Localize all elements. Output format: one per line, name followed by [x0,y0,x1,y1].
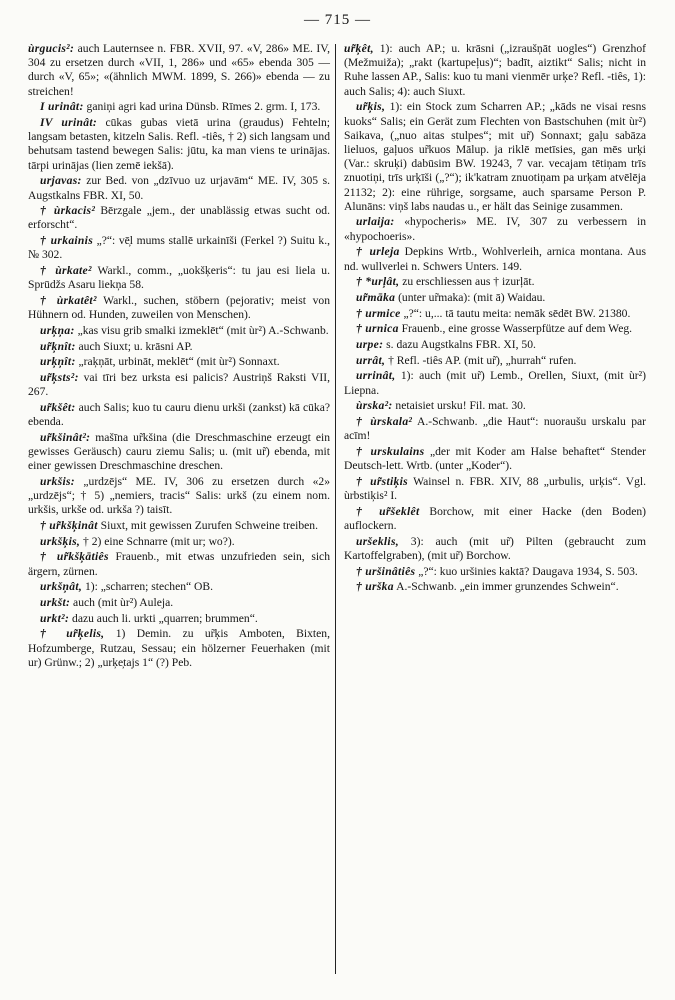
entry-text: „?“: kuo uršinies kaktā? Daugava 1934, S. 503. [415,564,638,578]
dictionary-entry [28,612,330,626]
entry-headword: † ùrskala² [356,415,413,429]
entry-text: „?“: u,... tā tautu meita: nemāk sēdēt BW. 21380. [400,306,631,320]
dictionary-entry [344,369,646,397]
dictionary-entry [28,627,330,670]
page-number: — 715 — [304,12,371,28]
dictionary-entry [28,264,330,292]
dictionary-entry [28,204,330,232]
dictionary-entry [28,100,330,114]
entry-text: «hypocheris» ME. IV, 307 zu verbessern in «hypochoeris». [344,215,646,243]
entry-headword: † ur̃kšķātiês [40,550,109,564]
dictionary-entry [344,399,646,413]
entry-text: A.-Schwanb. „ein immer grunzendes Schwein“. [393,580,619,594]
dictionary-entry [344,338,646,352]
entry-headword: urķņît: [40,355,76,369]
entry-headword: urrinât, [356,369,396,383]
entry-headword: urrât, [356,353,386,367]
entry-headword: urkšņât, [40,580,83,594]
dictionary-entry [344,275,646,289]
dictionary-entry [28,42,330,99]
entry-text: zur Bed. von „dzīvuo uz urjavām“ ME. IV, 305 s. Augstkalns FBR. XI, 50. [28,174,330,202]
dictionary-entry [344,354,646,368]
entry-headword: † uršinâtiês [356,564,416,578]
entry-headword: † urška [356,580,394,594]
dictionary-entry [344,42,646,99]
entry-headword: urlaija: [356,215,395,229]
entry-text: Wainsel n. FBR. XIV, 88 „urbulis, urķis“. Vgl. ùrbstiķis² I. [344,474,646,503]
entry-text: † Refl. -tiês AP. (mit ur̃), „hurrah“ rufen. [385,353,577,367]
entry-text: A.-Schwanb. „die Haut“: nuoraušu urskalu par acīm! [344,415,646,443]
entry-text: dazu auch li. urkti „quarren; brummen“. [69,611,258,625]
entry-headword: † ur̃šeklêt [356,504,420,518]
dictionary-entry [344,565,646,579]
entry-headword: ur̃kšinât²: [40,430,91,444]
entry-headword: † ur̃stiķis [356,474,408,488]
dictionary-entry [28,596,330,610]
entry-headword: † urmice [356,306,401,320]
entry-text: netaisiet ursku! Fil. mat. 30. [392,399,526,413]
entry-text: Depkins Wrtb., Wohlverleih, arnica montana. Aus nd. wullverlei n. Schwers Unters. 149. [344,245,646,273]
entry-headword: † ùrkatêt² [40,293,97,307]
entry-headword: ur̃ķis, [356,100,386,114]
dictionary-entry [344,322,646,336]
entry-text: zu erschliessen aus † izurļāt. [399,275,535,289]
dictionary-entry [28,519,330,533]
entry-headword: † urkainis [40,234,94,248]
entry-headword: ur̃kšêt: [40,400,76,414]
entry-text: Bērzgale „jem., der unablässig etwas sucht od. erforscht“. [28,204,330,232]
entry-text: 1): auch AP.; u. krāsni („izraušņāt uogles“) Grenzhof (Mežmuiža); „rakt (kartupeļus)“; badīt, aiztikt“ Salis; nicht in Ruhe lassen AP., Salis: kuo tu mani vienmēr urķe? Refl. -tiês, 1): auch Salis; 4): auch Siuxt. [344,42,646,98]
dictionary-entry [28,116,330,173]
entry-text: 3): auch (mit ur̃) Pilten (gebraucht zum Kartoffelgraben), (mit ur̃) Borchow. [344,534,646,562]
entry-text: ganiņi agri kad urina Dünsb. Rīmes 2. grm. I, 173. [83,100,321,114]
entry-text: auch (mit ùr²) Auleja. [70,596,174,610]
entry-text: mašīna ur̃kšina (die Dreschmaschine erzeugt ein gewisses Geräusch) cauru ziemu Salis; u. (mit ur̃) ebenda, mit einer gewissen Dreschmaschine dreschen. [28,430,330,473]
dictionary-entry [28,401,330,429]
dictionary-entry [344,445,646,473]
entry-headword: uršeklis, [356,534,399,548]
entry-headword: urpe: [356,338,384,352]
entry-headword: ur̃ķsts²: [40,370,79,384]
dictionary-entry [28,535,330,549]
dictionary-entry [28,371,330,399]
entry-text: „urdzējs“ ME. IV, 306 zu ersetzen durch «2» „urdzējs“; † 5) „nemiers, tracis“ Salis: urkš (zu einem nom. urkšis, urkše od. urkša ?) taisīt. [28,474,330,517]
entry-headword: † ùrkacis² [40,204,96,218]
entry-text: Frauenb., mit etwas unzufrieden sein, sich ärgern, zürnen. [28,550,330,578]
entry-text: auch Lauternsee n. FBR. XVII, 97. «V, 286» ME. IV, 304 zu ersetzen durch «VII, 1, 286» und «65» ebenda 305 — durch «V, 65»; «(ähnlich MWM. 1899, S. 266)» ebenda — zu streichen! [28,42,330,98]
entry-text: Borchow, mit einer Hacke (den Boden) auflockern. [344,504,646,532]
entry-text: (unter ur̃maka): (mit ā) Waidau. [395,290,546,304]
dictionary-entry [344,100,646,214]
entry-text: Siuxt, mit gewissen Zurufen Schweine treiben. [97,519,318,532]
dictionary-entry [344,535,646,563]
entry-text: † 2) eine Schnarre (mit ur; wo?). [80,534,235,548]
entry-headword: urjavas: [40,174,82,188]
entry-text: cūkas gubas vietā urina (graudus) Fehteln; langsam betasten, kitzeln Salis. Refl. -tiês, † 2) sich langsam und behutsam tastend bewegen Salis: jūtu, ka man viens te urinājas. tārpi urinājas (lien zemē iekšā). [28,116,330,172]
entry-headword: † ur̃ķelis, [40,627,105,641]
entry-text: Warkl., suchen, stöbern (pejorativ; meist von Hühnern od. Hunden, zuweilen von Menschen). [28,293,330,322]
dictionary-entry [344,215,646,243]
entry-text: s. dazu Augstkalns FBR. XI, 50. [383,338,536,352]
entry-headword: IV urinât: [40,116,98,130]
dictionary-entry [344,307,646,321]
right-column [344,42,646,596]
entry-headword: urkt²: [40,611,70,625]
entry-text: Frauenb., eine grosse Wasserpfütze auf dem Weg. [398,322,633,336]
left-column [28,42,330,672]
entry-headword: urķņa: [40,323,75,337]
dictionary-entry [344,505,646,533]
dictionary-entry [344,245,646,273]
dictionary-entry [344,291,646,305]
column-divider [335,44,336,974]
entry-text: Warkl., comm., „uokšķeris“: tu jau esi liela u. Sprūdžs Asaru liekņa 58. [28,264,330,292]
entry-headword: † ur̃kšķinât [40,519,98,532]
entry-text: 1): „scharren; stechen“ OB. [82,580,214,594]
dictionary-entry [28,294,330,322]
entry-headword: † urskulains [356,444,425,458]
dictionary-entry [28,550,330,578]
entry-headword: I urinât: [40,100,84,114]
entry-text: vai tīri bez urksta esi palicis? Austriņš Raksti VII, 267. [28,370,330,399]
entry-text: 1) Demin. zu ur̃ķis Amboten, Bixten, Hofzumberge, Rutzau, Sessau; ein hölzerner Feuerhaken (mit ur) Grünw.; 2) „urķe̦tajs 1“ (?) Peb. [28,627,330,669]
entry-headword: ur̃māka [356,290,396,304]
dictionary-entry [344,475,646,503]
entry-text: auch Salis; kuo tu cauru dienu urkši (zankst) kā cūka? ebenda. [28,400,330,429]
entry-text: „?“: vē̦l mums stallē urkainīši (Ferkel ?) Suitu k., № 302. [28,234,330,262]
dictionary-entry [28,174,330,202]
dictionary-entry [28,355,330,369]
entry-headword: † urnica [356,322,399,336]
dictionary-entry [344,415,646,443]
entry-text: auch Siuxt; u. krāsni AP. [75,339,193,353]
entry-headword: ur̃ķnît: [40,339,76,353]
dictionary-entry [28,234,330,262]
entry-headword: † ùrkate² [40,264,92,278]
entry-headword: ur̃ķêt, [344,42,374,55]
dictionary-entry [28,340,330,354]
dictionary-entry [28,580,330,594]
entry-headword: † urleja [356,245,400,259]
dictionary-entry [28,431,330,474]
dictionary-entry [28,324,330,338]
entry-headword: urkšķis, [40,534,81,548]
entry-headword: ùrska²: [356,399,393,413]
entry-text: „raķņāt, urbināt, meklēt“ (mit ùr²) Sonnaxt. [75,355,280,369]
entry-headword: urkšis: [40,474,75,488]
entry-headword: † *urļât, [356,275,400,289]
dictionary-entry [344,580,646,594]
entry-text: „kas visu grib smalki izmeklēt“ (mit ùr²) A.-Schwanb. [74,323,329,337]
entry-text: „der mit Koder am Halse behaftet“ Stender Deutsch-lett. Wrtb. (unter „Koder“). [344,444,646,473]
entry-headword: ùrgucis²: [28,42,75,55]
entry-headword: urkšt: [40,596,71,610]
dictionary-entry [28,475,330,518]
entry-text: 1): ein Stock zum Scharren AP.; „kāds ne visai resns kuoks“ Salis; ein Gerät zum Flechten von Bastschuhen (mit ùr²) Saikava, („nuo aitas stulpes“; mit ur̃) Sonnaxt; gaļu sabāza lieluos, gaļuos ur̃kuos Mālup. ja riklē metīsies, gan mēs urķi (Var.: skruķi) dabūsim BW. 19243, 7 var. vecajam tētiņam trīs znuotiņi, trīs urķīši („?“); ik'katram znuotiņam pa urķam atvēlēja 21132; 2): eine rührige, sorgsame, auch sparsame Person P. Alunāns: viņš labs naudas u., er hält das Seinige zusammen. [344,100,646,213]
entry-text: 1): auch (mit ur̃) Lemb., Orellen, Siuxt, (mit ùr²) Liepna. [344,369,646,397]
